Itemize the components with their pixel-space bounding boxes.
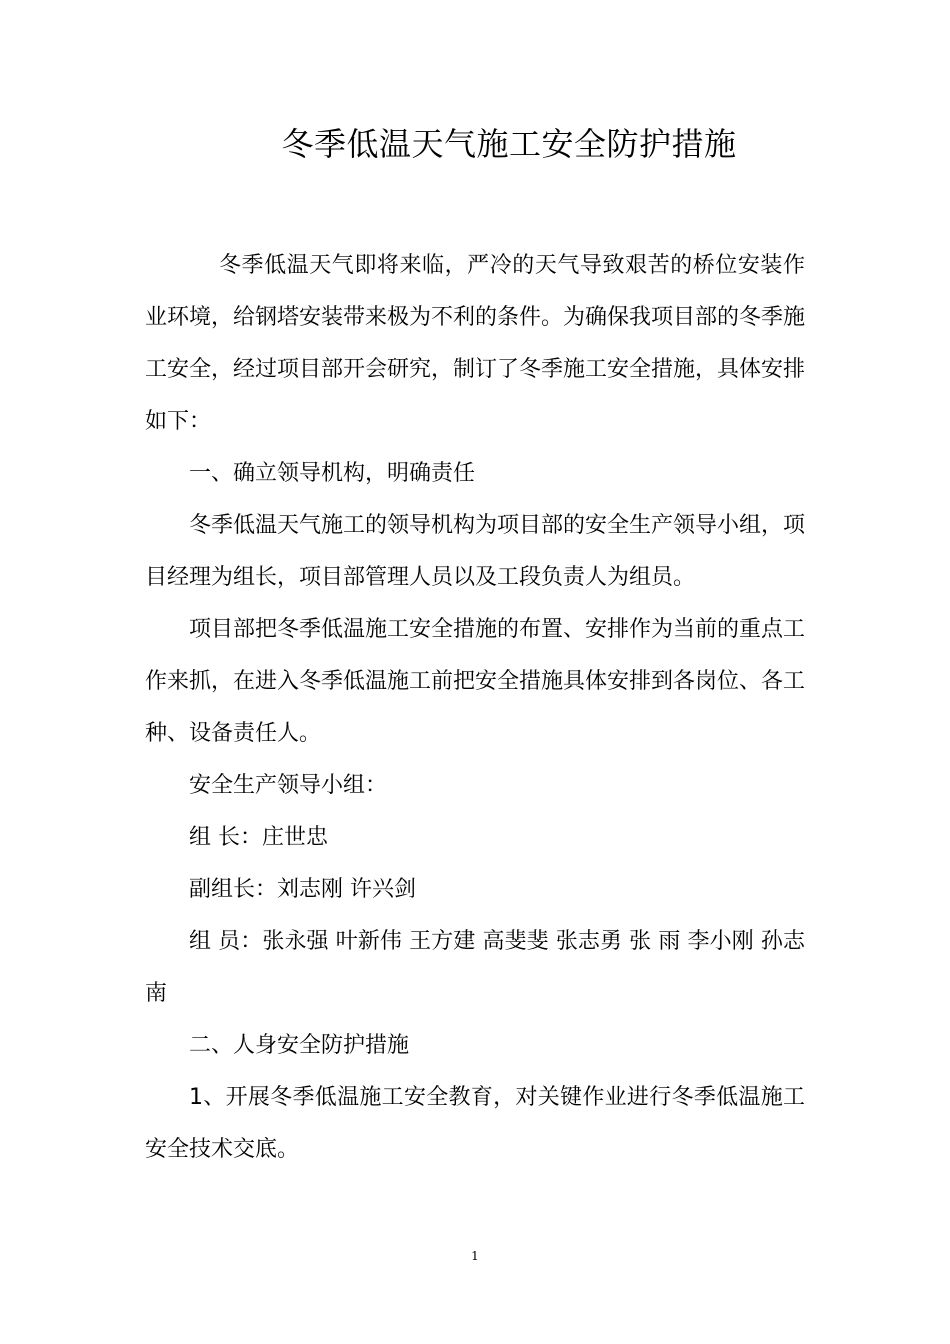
measure-item-1: 1、开展冬季低温施工安全教育，对关键作业进行冬季低温施工安全技术交底。 xyxy=(145,1085,805,1162)
document-title: 冬季低温天气施工安全防护措施 xyxy=(281,125,737,163)
page-number: 1 xyxy=(471,1249,479,1263)
intro-paragraph: 冬季低温天气即将来临，严冷的天气导致艰苦的桥位安装作业环境，给钢塔安装带来极为不利的条件。为确保我项目部的冬季施工安全，经过项目部开会研究，制订了冬季施工安全措施，具体安排如下： xyxy=(145,253,806,434)
group-leader: 组 长：庄世忠 xyxy=(189,825,328,850)
group-members: 组 员：张永强 叶新伟 王方建 高斐斐 张志勇 张 雨 李小刚 孙志南 xyxy=(145,929,805,1006)
arrangement-paragraph: 项目部把冬季低温施工安全措施的布置、安排作为当前的重点工作来抓，在进入冬季低温施工前把安全措施具体安排到各岗位、各工种、设备责任人。 xyxy=(145,617,806,746)
document-body xyxy=(145,240,805,1176)
leadership-paragraph: 冬季低温天气施工的领导机构为项目部的安全生产领导小组，项目经理为组长，项目部管理人员以及工段负责人为组员。 xyxy=(145,513,806,590)
section-heading-2: 二、人身安全防护措施 xyxy=(189,1033,410,1058)
deputy-leaders: 副组长：刘志刚 许兴剑 xyxy=(189,877,416,902)
section-heading-1: 一、确立领导机构，明确责任 xyxy=(189,461,476,486)
group-heading: 安全生产领导小组： xyxy=(189,773,388,798)
